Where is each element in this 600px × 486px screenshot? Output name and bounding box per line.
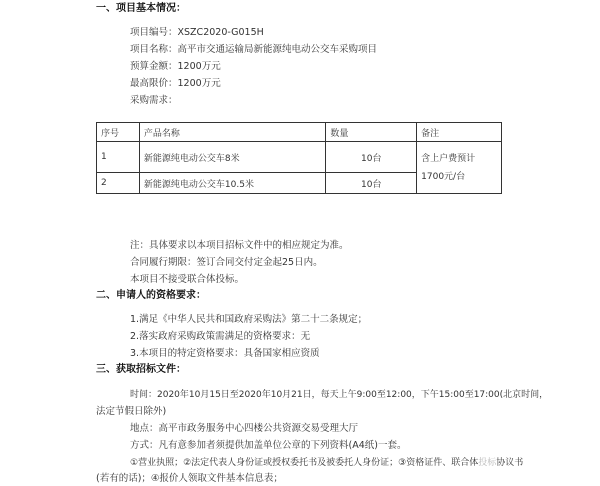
project-number-line [130, 27, 264, 39]
max-price-line [130, 78, 221, 90]
procurement-table [96, 122, 502, 194]
documents-line-1 [130, 457, 523, 469]
project-number-label: 项目编号： [130, 27, 178, 38]
qualification-item: 1.满足《中华人民共和国政府采购法》第二十二条规定； [130, 314, 368, 325]
row-remark: 含上户费预计1700元/台 [417, 142, 502, 194]
no-consortium-note: 本项目不接受联合体投标。 [130, 274, 245, 285]
row-product-name: 新能源纯电动公交车10.5米 [139, 173, 325, 194]
header-quantity: 数量 [326, 123, 417, 142]
qualification-item: 3.本项目的特定资格要求：具备国家相应资质 [130, 348, 320, 359]
procurement-demand-label: 采购需求： [130, 95, 178, 106]
row-quantity: 10台 [326, 173, 417, 194]
budget-value: 1200万元 [177, 61, 221, 72]
row-product-name: 新能源纯电动公交车8米 [139, 142, 325, 173]
header-remark: 备注 [417, 123, 502, 142]
section-1-heading: 一、项目基本情况： [96, 3, 186, 14]
project-name: 高平市交通运输局新能源纯电动公交车采购项目 [177, 44, 378, 55]
budget-line [130, 61, 221, 73]
header-product-name: 产品名称 [139, 123, 325, 142]
time-line-1: 时间：2020年10月15日至2020年10月21日，每天上午9:00至12:00，下午15:00至17:00(北京时间， [130, 390, 549, 400]
method-line: 方式：凡有意参加者须提供加盖单位公章的下列资料(A4纸)一套。 [130, 440, 407, 451]
row-no: 2 [97, 173, 140, 194]
project-number: XSZC2020-G015H [177, 27, 264, 38]
documents-line-2: (若有的话)；④报价人领取文件基本信息表； [96, 473, 283, 484]
contract-period: 合同履行期限：签订合同交付定金起25日内。 [130, 257, 323, 268]
row-quantity: 10台 [326, 142, 417, 173]
max-price-value: 1200万元 [177, 78, 221, 89]
note-text: 注：具体要求以本项目招标文件中的相应规定为准。 [130, 240, 349, 251]
table-row [97, 142, 502, 173]
budget-label: 预算金额： [130, 61, 178, 72]
project-name-line [130, 44, 377, 56]
row-no: 1 [97, 142, 140, 173]
header-no: 序号 [97, 123, 140, 142]
section-3-heading: 三、获取招标文件： [96, 364, 186, 375]
qualification-item: 2.落实政府采购政策需满足的资格要求：无 [130, 331, 311, 342]
place-line: 地点：高平市政务服务中心四楼公共资源交易受理大厅 [130, 423, 359, 434]
documents-text-a: ①营业执照；②法定代表人身份证或授权委托书及被委托人身份证；③资格证件、联合体 [130, 458, 479, 468]
time-line-2: 法定节假日除外) [96, 406, 167, 417]
project-name-label: 项目名称： [130, 44, 178, 55]
documents-text-grey: 投标 [478, 458, 497, 468]
table-header-row [97, 123, 502, 142]
section-2-heading: 二、申请人的资格要求： [96, 290, 206, 301]
documents-text-b: 协议书 [496, 458, 524, 468]
max-price-label: 最高限价： [130, 78, 178, 89]
